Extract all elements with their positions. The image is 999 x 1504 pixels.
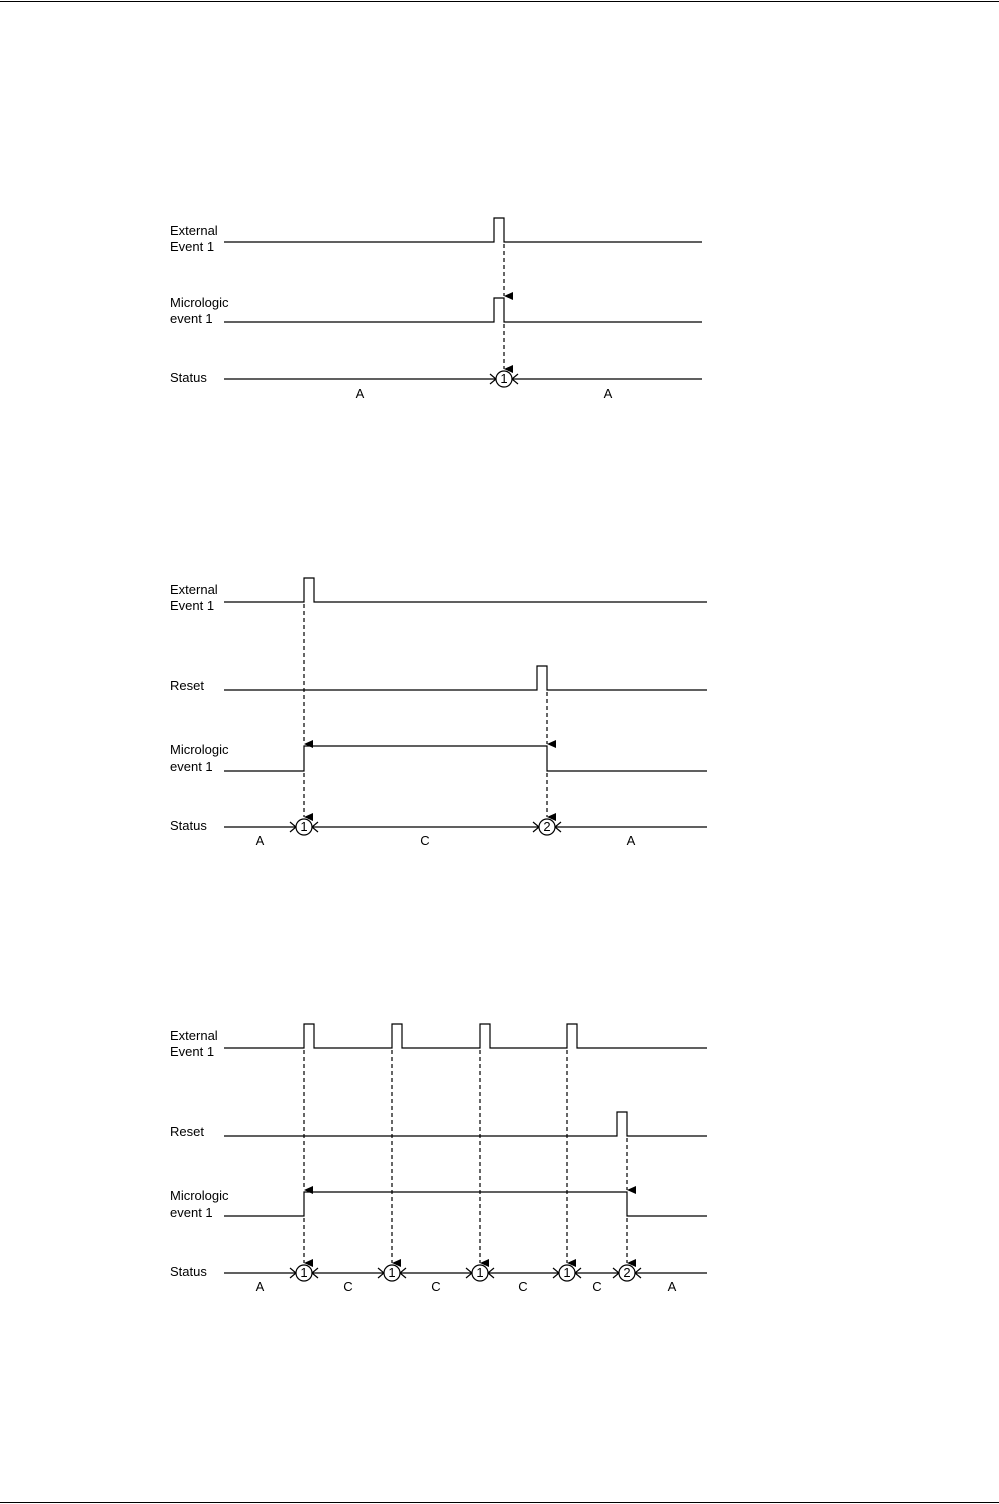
signal-label: Status [170,370,207,385]
status-segment-label: C [518,1279,528,1294]
status-event-number: 1 [563,1265,571,1280]
signal-label: event 1 [170,311,213,326]
status-event-number: 1 [300,819,308,834]
status-segment-label: C [420,833,430,848]
status-segment-label: C [592,1279,602,1294]
micrologic-event-waveform [224,746,707,771]
timing-diagram-2-labels [170,582,636,848]
micrologic-event-waveform [224,1192,707,1216]
status-segment-label: A [255,833,265,848]
reset-waveform [224,666,707,690]
status-segment-label: A [626,833,636,848]
status-segment-label: A [667,1279,677,1294]
signal-label: Reset [170,1124,204,1139]
signal-label: External [170,223,218,238]
timing-diagram-2 [224,578,707,835]
timing-diagram-3-labels [170,1028,677,1294]
timing-diagram-1-labels [170,223,613,401]
status-event-number: 1 [476,1265,484,1280]
status-segment-label: A [603,386,613,401]
status-event-number: 1 [500,371,508,386]
timing-diagram-1 [224,218,702,387]
signal-label: External [170,1028,218,1043]
status-segment-label: A [255,1279,265,1294]
status-segment-label: C [343,1279,353,1294]
micrologic-event-waveform [224,298,702,322]
signal-label: Micrologic [170,742,229,757]
signal-label: Event 1 [170,1044,215,1059]
signal-label: event 1 [170,759,213,774]
signal-label: Micrologic [170,1188,229,1203]
status-event-number: 2 [543,819,551,834]
status-event-number: 2 [623,1265,631,1280]
status-segment-label: C [431,1279,441,1294]
reset-waveform [224,1112,707,1136]
status-event-number: 1 [388,1265,396,1280]
status-event-number: 1 [300,1265,308,1280]
signal-label: Reset [170,678,204,693]
signal-label: External [170,582,218,597]
signal-label: Status [170,1264,207,1279]
signal-label: Status [170,818,207,833]
status-segment-label: A [355,386,365,401]
external-event-waveform [224,578,707,602]
signal-label: Micrologic [170,295,229,310]
external-event-waveform [224,218,702,242]
signal-label: Event 1 [170,598,215,613]
external-event-waveform [224,1024,707,1048]
signal-label: Event 1 [170,239,215,254]
signal-label: event 1 [170,1205,213,1220]
timing-diagram-3 [224,1024,707,1281]
